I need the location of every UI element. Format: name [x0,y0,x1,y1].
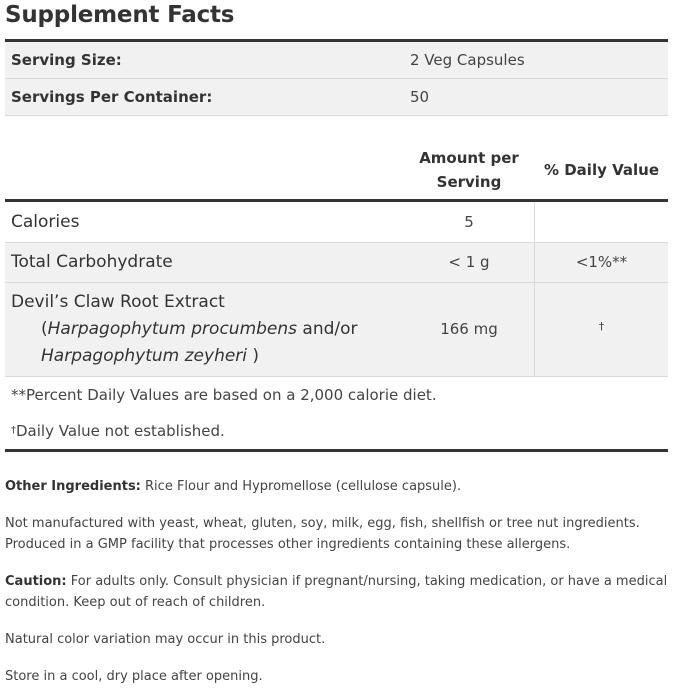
other-ingredients: Other Ingredients: Rice Flour and Hypromellose (cellulose capsule). [5,479,462,494]
nutrient-name: Calories [11,212,80,232]
nutrient-name: Total Carbohydrate [11,252,173,272]
nutrient-amount: 5 [464,213,474,231]
servings-per-container-label: Servings Per Container: [11,88,213,106]
serving-size-label: Serving Size: [11,51,122,69]
nutrient-daily-value: † [598,320,605,333]
allergen-statement: Not manufactured with yeast, wheat, gluten, soy, milk, egg, fish, shellfish or tree nut ingredients. Produced in a GMP facility that processes other ingredients containing these allergens. [5,516,640,552]
nutrient-amount: 166 mg [440,320,498,338]
nutrient-detail-line2: Harpagophytum zeyheri ) [41,346,260,366]
column-divider [534,202,535,376]
amount-per-serving-header: Amount per Serving [419,149,519,191]
nutrient-detail-line1: (Harpagophytum procumbens and/or [41,319,358,339]
percent-dv-note: **Percent Daily Values are based on a 2,000 calorie diet. [11,386,437,404]
header-rule [5,199,668,202]
nutrient-name: Devil’s Claw Root Extract [11,292,225,312]
page-title: Supplement Facts [5,2,235,28]
caution-statement: Caution: For adults only. Consult physician if pregnant/nursing, taking medication, or have a medical condition. Keep out of reach of children. [5,574,668,610]
bottom-rule [5,449,668,452]
servings-per-container-value: 50 [410,88,430,106]
nutrient-daily-value: <1%** [575,253,628,271]
color-variation-note: Natural color variation may occur in this product. [5,632,326,647]
serving-size-value: 2 Veg Capsules [410,51,525,69]
daily-value-header: % Daily Value [543,161,659,179]
not-established-note: †Daily Value not established. [11,422,225,440]
dagger-icon: † [11,425,16,436]
nutrient-amount: < 1 g [448,253,490,271]
storage-note: Store in a cool, dry place after opening. [5,669,263,684]
